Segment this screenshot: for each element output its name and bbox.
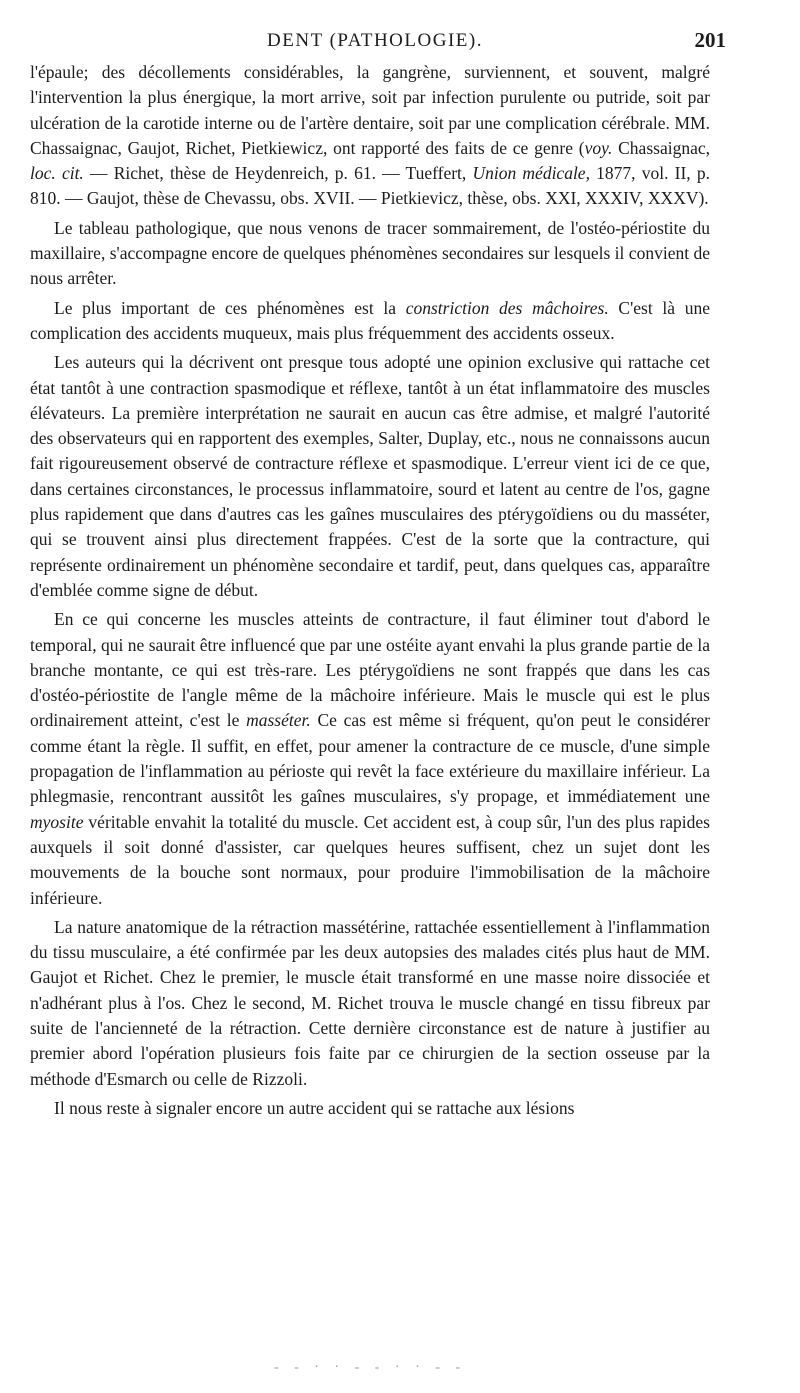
paragraph — [30, 60, 710, 212]
italic-text: voy. — [584, 137, 613, 158]
running-title: DENT (PATHOLOGIE). — [267, 30, 483, 51]
italic-text: loc. cit. — [30, 163, 84, 184]
text-run: La nature anatomique de la rétraction massétérine, rattachée essentiellement à l'inflammation du tissu musculaire, a été confirmée par les deux autopsies des malades cités plus haut de MM. Gaujot et Richet. Chez le premier, le muscle était transformé en une masse noire dissociée et n'adhérant plus à l'os. Chez le second, M. Richet trouva le muscle changé en tissu fibreux par suite de l'ancienneté de la rétraction. Cette dernière circonstance est de nature à justifier au premier abord l'opération plusieurs fois faite par ce chirurgien de la section osseuse par la méthode d'Esmarch ou celle de Rizzoli. — [30, 916, 710, 1089]
text-run: En ce qui concerne les muscles atteints de contracture, il faut éliminer tout d'abord le temporal, qui ne saurait être influencé que par une ostéite ayant envahi la plus grande partie de la branche montante, ce qui est très-rare. Les ptérygoïdiens ne sont frappés que dans les cas d'ostéo-périostite de l'angle même de la mâchoire inférieure. Mais le muscle qui est le plus ordinairement atteint, c'est le — [30, 609, 710, 731]
paragraph — [30, 216, 710, 292]
page-number: 201 — [694, 28, 726, 52]
text-run: véritable envahit la totalité du muscle. Cet accident est, à coup sûr, l'un des plus rapides auxquels il soit donné d'assister, car quelques heures suffisent, chez un sujet dont les mouvements de la bouche sont normaux, pour produire l'immobilisation de la mâchoire inférieure. — [30, 811, 710, 908]
italic-text: constriction des mâchoires. — [405, 297, 609, 318]
text-run: Les auteurs qui la décrivent ont presque tous adopté une opinion exclusive qui rattache cet état tantôt à une contraction spasmodique et réflexe, tantôt à un état inflammatoire des muscles élévateurs. La première interprétation ne saurait en aucun cas être admise, et malgré l'autorité des observateurs qui en rapportent des exemples, Salter, Duplay, etc., nous ne connaissons aucun fait rigoureusement observé de contracture réflexe et spasmodique. L'erreur vient ici de ce que, dans certaines circonstances, le processus inflammatoire, sourd et latent au centre de l'os, gagne plus rapidement que dans d'autres cas les gaînes musculaires des ptérygoïdiens ou du masséter, qui se trouvent ainsi plus directement frappées. C'est de la sorte que la contracture, qui représente ordinairement un phénomène secondaire et tardif, peut, dans quelques cas, apparaître d'emblée comme signe de début. — [30, 352, 710, 600]
text-run: l'épaule; des décollements considérables, la gangrène, surviennent, et souvent, malgré l'intervention la plus énergique, la mort arrive, soit par infection purulente ou putride, soit par ulcération de la carotide interne ou de l'artère dentaire, soit par une complication cérébrale. MM. Chassaignac, Gaujot, Richet, Pietkiewicz, ont rapporté des faits de ce genre ( — [30, 62, 710, 158]
body-text — [30, 60, 710, 1125]
paragraph — [30, 607, 710, 911]
running-head — [30, 28, 726, 56]
paragraph — [30, 296, 710, 347]
paragraph — [30, 1096, 710, 1121]
text-run: Ce cas est même si fréquent, qu'on peut le considérer comme étant la règle. Il suffit, en effet, pour amener la contracture de ce muscle, d'une simple propagation de l'inflammation au périoste qui revêt la face extérieure du maxillaire inférieur. La phlegmasie, rencontrant aussitôt les gaînes musculaires, s'y propage, et immédiatement une — [30, 710, 710, 807]
paragraph — [30, 350, 710, 603]
text-run: C'est là une complication des accidents muqueux, mais plus fréquemment des accidents osseux. — [30, 297, 710, 343]
print-specks: - - · · - - · · - - — [273, 1360, 467, 1375]
text-run: Chassaignac, — [612, 137, 710, 158]
italic-text: myosite — [30, 811, 84, 832]
text-run: Le tableau pathologique, que nous venons de tracer sommairement, de l'ostéo-périostite du maxillaire, s'accompagne encore de quelques phénomènes secondaires sur lesquels il convient de nous arrêter. — [30, 217, 710, 289]
text-run: 1877, vol. II, p. 810. — Gaujot, thèse de Chevassu, obs. XVII. — Pietkievicz, thèse, obs. XXI, XXXIV, XXXV). — [30, 163, 710, 209]
italic-text: masséter. — [246, 710, 311, 731]
text-run: Le plus important de ces phénomènes est la — [54, 297, 406, 318]
italic-text: Union médicale, — [472, 163, 590, 184]
text-run: Il nous reste à signaler encore un autre accident qui se rattache aux lésions — [54, 1097, 575, 1118]
paragraph — [30, 915, 710, 1092]
text-run: — Richet, thèse de Heydenreich, p. 61. — Tueffert, — [83, 163, 473, 184]
